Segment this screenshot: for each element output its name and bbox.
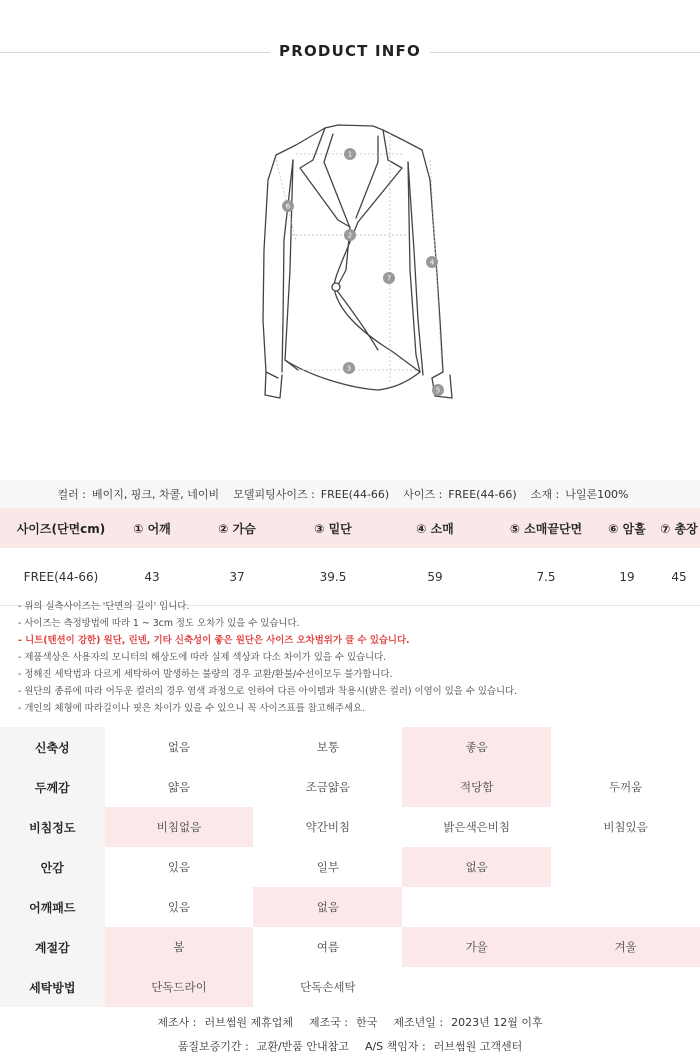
size-cell: 37 [229, 569, 245, 584]
size-header-cell: ⑦ 총장 [660, 521, 698, 536]
size-header-cell: ④ 소매 [416, 521, 454, 536]
model-size-label: 모델피팅사이즈 : [233, 488, 315, 501]
marker-4: 4 [429, 258, 435, 267]
color-value: 베이지, 핑크, 차콜, 네이비 [91, 488, 220, 501]
attribute-label: 두께감 [0, 767, 105, 807]
attribute-row [0, 847, 700, 887]
attribute-option: 일부 [316, 860, 339, 874]
attribute-option [551, 887, 700, 927]
attribute-option: 약간비침 [305, 820, 351, 834]
marker-5: 5 [435, 386, 441, 395]
attribute-row [0, 927, 700, 967]
attribute-option: 적당함 [402, 767, 551, 807]
attribute-label: 계절감 [0, 927, 105, 967]
warranty-label: 품질보증기간 : [177, 1040, 249, 1053]
attribute-label: 안감 [0, 847, 105, 887]
attribute-option: 밝은색은비침 [443, 820, 511, 834]
product-footer [0, 1010, 700, 1058]
attribute-option [402, 967, 551, 1007]
size-header-cell: ② 가슴 [218, 521, 256, 536]
divider-right [430, 52, 700, 53]
attribute-row [0, 967, 700, 1007]
date-value: 2023년 12월 이후 [451, 1016, 543, 1029]
attribute-row [0, 727, 700, 767]
maker-value: 러브썸원 제휴업체 [204, 1016, 294, 1029]
jacket-illustration [238, 120, 468, 410]
marker-2: 2 [347, 231, 353, 240]
size-notes [18, 598, 698, 717]
attribute-option: 두꺼움 [608, 780, 643, 794]
attribute-option: 겨울 [551, 927, 700, 967]
size-cell: 19 [619, 569, 635, 584]
maker-label: 제조사 : [157, 1016, 197, 1029]
attribute-option: 단독손세탁 [300, 980, 356, 994]
attribute-option: 가을 [402, 927, 551, 967]
attribute-option: 비침있음 [603, 820, 648, 834]
marker-1: 1 [347, 150, 353, 159]
attribute-option: 있음 [167, 900, 191, 914]
size-value: FREE(44-66) [448, 487, 517, 501]
section-title: PRODUCT INFO [279, 42, 421, 60]
size-cell: 59 [427, 569, 443, 584]
attribute-row [0, 887, 700, 927]
material-value: 나일론100% [565, 488, 629, 501]
size-table-header [0, 508, 700, 548]
size-cell: 43 [144, 569, 160, 584]
attribute-label: 세탁방법 [0, 967, 105, 1007]
spec-bar [0, 480, 700, 508]
note-line: - 정해진 세탁법과 다르게 세탁하여 발생하는 불량의 경우 교환/환불/수선이모두 불가합니다. [18, 669, 393, 680]
attribute-row [0, 807, 700, 847]
attribute-option: 없음 [167, 740, 191, 754]
footer-line-2 [0, 1034, 700, 1058]
size-header-cell: ① 어깨 [133, 521, 171, 536]
size-cell: FREE(44-66) [23, 569, 99, 584]
size-header-cell: 사이즈(단면cm) [16, 521, 106, 536]
size-header-cell: ⑤ 소매끝단면 [509, 521, 583, 536]
size-cell: 45 [671, 569, 687, 584]
size-label: 사이즈 : [403, 488, 443, 501]
attribute-option [551, 727, 700, 767]
attribute-label: 어깨패드 [0, 887, 105, 927]
note-line: - 사이즈는 측정방법에 따라 1 ~ 3cm 정도 오차가 있을 수 있습니다. [18, 618, 300, 629]
attribute-option: 없음 [402, 847, 551, 887]
attribute-option: 없음 [253, 887, 402, 927]
attribute-option: 조금얇음 [305, 780, 351, 794]
attribute-option [551, 967, 700, 1007]
size-cell: 39.5 [319, 569, 347, 584]
attribute-option: 얇음 [167, 780, 191, 794]
attribute-option: 여름 [316, 940, 339, 954]
note-line: - 니트(텐션이 강한) 원단, 린넨, 기타 신축성이 좋은 원단은 사이즈 오차범위가 클 수 있습니다. [18, 635, 410, 646]
attribute-table [0, 727, 700, 1007]
country-label: 제조국 : [309, 1016, 349, 1029]
note-line: - 제품색상은 사용자의 모니터의 해상도에 따라 실제 색상과 다소 차이가 있을 수 있습니다. [18, 652, 387, 663]
attribute-option [551, 847, 700, 887]
attribute-option: 좋음 [402, 727, 551, 767]
attribute-label: 신축성 [0, 727, 105, 767]
attribute-option: 있음 [167, 860, 191, 874]
as-label: A/S 책임자 : [364, 1040, 426, 1053]
attribute-row [0, 767, 700, 807]
warranty-value: 교환/반품 안내참고 [256, 1040, 349, 1053]
as-value: 러브썸원 고객센터 [433, 1040, 523, 1053]
attribute-option: 보통 [316, 740, 339, 754]
color-label: 컬러 : [57, 488, 86, 501]
material-label: 소재 : [530, 488, 560, 501]
size-header-cell: ⑥ 암홀 [608, 521, 646, 536]
note-line: - 위의 실측사이즈는 '단면의 길이' 입니다. [18, 601, 190, 612]
attribute-label: 비침정도 [0, 807, 105, 847]
marker-7: 7 [386, 274, 392, 283]
size-table [0, 508, 700, 606]
marker-6: 6 [285, 202, 291, 211]
note-line: - 원단의 종류에 따라 어두운 컬러의 경우 염색 과정으로 인하여 다른 아이템과 착용시(밝은 컬러) 이염이 있을 수 있습니다. [18, 686, 518, 697]
date-label: 제조년일 : [393, 1016, 444, 1029]
size-header-cell: ③ 밑단 [314, 521, 352, 536]
attribute-option: 비침없음 [105, 807, 254, 847]
attribute-option: 단독드라이 [105, 967, 254, 1007]
attribute-option: 봄 [105, 927, 254, 967]
note-line: - 개인의 체형에 따라길이나 핏은 차이가 있을 수 있으니 꼭 사이즈표를 참고해주세요. [18, 703, 366, 714]
section-header [0, 40, 700, 66]
model-size-value: FREE(44-66) [320, 487, 390, 501]
country-value: 한국 [356, 1016, 378, 1029]
marker-3: 3 [346, 364, 352, 373]
size-cell: 7.5 [536, 569, 556, 584]
footer-line-1 [0, 1010, 700, 1034]
attribute-option [402, 887, 551, 927]
